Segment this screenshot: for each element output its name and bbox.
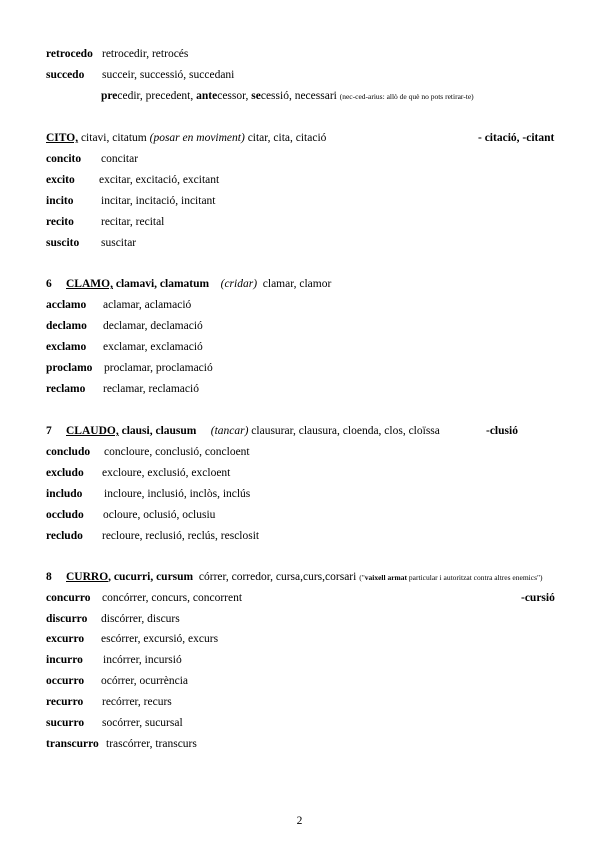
section-number: 8 [46, 571, 52, 583]
catalan-derivatives: concloure, conclusió, concloent [104, 446, 250, 458]
latin-word: exclamo [46, 341, 87, 353]
catalan-derivatives: recórrer, recurs [102, 696, 172, 708]
prefix: pre [101, 90, 118, 102]
entry-continuation: precedir, precedent, antecessor, secessió, necessari (nec-ced-arius: allò de què no pots retirar-te) [101, 90, 474, 102]
entry-row [46, 215, 164, 229]
entry-row [46, 508, 215, 522]
prefix: se [251, 90, 261, 102]
catalan-derivatives: incórrer, incursió [103, 654, 182, 666]
latin-word: succedo [46, 69, 85, 81]
derived-words: clamar, clamor [262, 278, 332, 290]
latin-word: excurro [46, 633, 85, 645]
catalan-derivatives: suscitar [101, 237, 137, 249]
catalan-derivatives: excloure, exclusió, excloent [102, 467, 231, 479]
catalan-derivatives: ocloure, oclusió, oclusiu [103, 509, 216, 521]
latin-word: recludo [46, 530, 83, 542]
latin-word: includo [46, 488, 83, 500]
catalan-derivatives: socórrer, sucursal [102, 717, 183, 729]
entry-row [46, 382, 199, 396]
catalan-derivatives: aclamar, aclamació [103, 299, 192, 311]
principal-parts: , cucurri, cursum [108, 571, 194, 583]
catalan-derivatives: recitar, recital [101, 216, 165, 228]
entry-row [46, 716, 183, 730]
entry-row [46, 612, 180, 626]
section-heading-cito [46, 131, 326, 145]
page-number: 2 [296, 815, 303, 827]
entry-row [46, 361, 213, 375]
headword: CLAMO, [66, 278, 113, 290]
principal-parts: clausi, clausum [121, 425, 197, 437]
section-number: 7 [46, 425, 52, 437]
catalan-derivatives: proclamar, proclamació [104, 362, 213, 374]
latin-word: recurro [46, 696, 84, 708]
entry-row [46, 298, 191, 312]
section-heading-clamo [46, 277, 331, 291]
catalan-derivatives: succeir, successió, succedani [102, 69, 235, 81]
section-heading-curro [46, 570, 543, 585]
suffix-note: -cursió [521, 592, 555, 604]
principal-parts: citavi, citatum [80, 132, 147, 144]
latin-word: acclamo [46, 299, 87, 311]
entry-row [46, 591, 242, 605]
entry-row [46, 529, 259, 543]
catalan-derivatives: exclamar, exclamació [103, 341, 203, 353]
catalan-derivatives: excitar, excitació, excitant [99, 174, 220, 186]
etymology-note: (nec-ced-arius: allò de què no pots retirar-te) [339, 92, 474, 101]
entry-row [46, 340, 203, 354]
catalan-derivatives: incitar, incitació, incitant [101, 195, 216, 207]
entry-row [46, 236, 136, 250]
entry-row [46, 173, 219, 187]
entry-row [46, 47, 188, 61]
section-heading-claudo [46, 424, 440, 438]
entry-row [46, 737, 197, 751]
catalan-derivatives: escórrer, excursió, excurs [101, 633, 219, 645]
latin-word: concito [46, 153, 82, 165]
latin-word: discurro [46, 613, 88, 625]
catalan-derivatives: trascórrer, transcurs [106, 738, 197, 750]
latin-word: suscito [46, 237, 80, 249]
principal-parts: clamavi, clamatum [115, 278, 210, 290]
entry-row [46, 695, 172, 709]
corsari-note: ("vaixell armat particular i autoritzat contra altres enemics") [359, 573, 543, 582]
entry-row [46, 194, 216, 208]
latin-word: retrocedo [46, 48, 93, 60]
entry-row [46, 487, 250, 501]
latin-word: concurro [46, 592, 91, 604]
catalan-derivatives: concórrer, concurs, concorrent [102, 592, 243, 604]
catalan-derivatives: retrocedir, retrocés [102, 48, 189, 60]
entry-row [46, 68, 234, 82]
catalan-derivatives: declamar, declamació [103, 320, 203, 332]
latin-word: reclamo [46, 383, 86, 395]
latin-word: sucurro [46, 717, 85, 729]
suffix-note: - citació, -citant [478, 132, 555, 144]
entry-row [46, 674, 188, 688]
headword: CURRO [66, 571, 109, 583]
catalan-derivatives: recloure, reclusió, reclús, resclosit [102, 530, 260, 542]
headword: CLAUDO, [66, 425, 119, 437]
derived-words: córrer, corredor, cursa,curs,corsari [198, 571, 357, 583]
catalan-derivatives: incloure, inclusió, inclòs, inclús [104, 488, 251, 500]
derived-words: clausurar, clausura, cloenda, clos, cloïssa [251, 425, 440, 437]
latin-word: incurro [46, 654, 83, 666]
latin-word: recito [46, 216, 74, 228]
entry-row [46, 319, 203, 333]
entry-row [46, 466, 230, 480]
catalan-derivatives: discórrer, discurs [101, 613, 180, 625]
catalan-derivatives: concitar [101, 153, 139, 165]
latin-word: proclamo [46, 362, 93, 374]
suffix-note: -clusió [486, 425, 518, 437]
latin-word: occludo [46, 509, 84, 521]
headword: CITO, [46, 132, 79, 144]
latin-word: declamo [46, 320, 87, 332]
prefix: ante [196, 90, 218, 102]
entry-row [46, 632, 218, 646]
derived-words: citar, cita, citació [247, 132, 327, 144]
entry-row [46, 152, 138, 166]
latin-word: incito [46, 195, 74, 207]
latin-word: occurro [46, 675, 85, 687]
catalan-derivatives: reclamar, reclamació [103, 383, 199, 395]
section-number: 6 [46, 278, 52, 290]
meaning: (cridar) [220, 278, 258, 290]
latin-word: excito [46, 174, 75, 186]
entry-row [46, 445, 250, 459]
latin-word: excludo [46, 467, 84, 479]
entry-row [46, 653, 182, 667]
latin-word: concludo [46, 446, 91, 458]
catalan-derivatives: ocórrer, ocurrència [101, 675, 189, 687]
meaning: (tancar) [210, 425, 249, 437]
latin-word: transcurro [46, 738, 99, 750]
meaning: (posar en moviment) [149, 132, 245, 144]
